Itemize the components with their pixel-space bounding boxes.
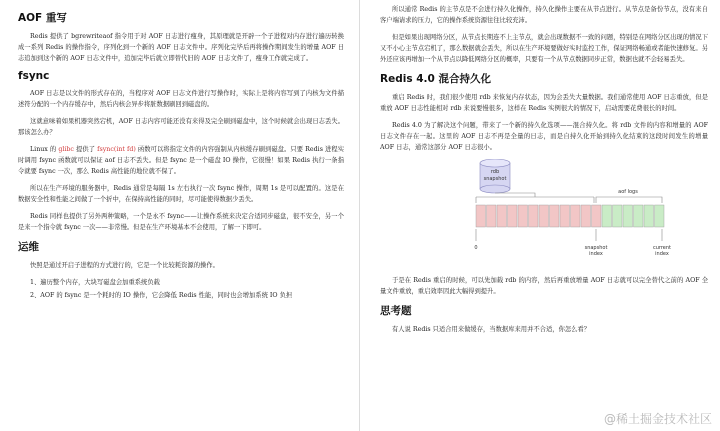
rdb-label: rdb — [490, 169, 500, 175]
ops-heading: 运维 — [18, 241, 39, 253]
log-cell — [508, 205, 518, 227]
log-cell — [539, 205, 549, 227]
figure-svg — [380, 159, 708, 267]
hybrid-persistence-heading: Redis 4.0 混合持久化 — [380, 73, 491, 85]
rdb-brace — [476, 193, 594, 203]
log-cell — [518, 205, 528, 227]
log-cell — [655, 205, 665, 227]
paragraph: Redis 同样也提供了另外两种策略，一个是永不 fsync——让操作系统来决定合适同步磁盘，很不安全，另一个是来一个指令就 fsync 一次——非常慢。但是在生产环境基本不会使用，了解一下即可。 — [18, 213, 344, 231]
log-cell — [592, 205, 602, 227]
current-index-label: current — [652, 245, 672, 251]
zero-label: 0 — [474, 245, 478, 251]
paragraph: Linux 的 glibc 提供了 fsync(int fd) 函数可以将指定文件的内容强制从内核缓存刷到磁盘。只要 Redis 进程实时调用 fsync 函数就可以保证 aof 日志不丢失。但是 fsync 是一个磁盘 IO 操作，它很慢！如果 Redis 执行一条指令就要 fsync 一次，那么 Redis 高性能的地位就不保了。 — [18, 146, 344, 175]
log-cell — [550, 205, 560, 227]
log-cell — [623, 205, 633, 227]
paragraph: AOF 日志是以文件的形式存在的，当程序对 AOF 日志文件进行写操作时，实际上是将内容写到了内核为文件描述符分配的一个内存缓存中，然后内核会异步将脏数据刷回到磁盘的。 — [18, 90, 344, 108]
list-item: 2、AOF 的 fsync 是一个耗时的 IO 操作，它会降低 Redis 性能，同时也会增加系统 IO 负担 — [30, 292, 293, 299]
paragraph: 这就意味着如果机器突然宕机，AOF 日志内容可能还没有来得及完全刷到磁盘中，这个时候就会出现日志丢失。那该怎么办？ — [18, 118, 344, 136]
log-cell — [487, 205, 497, 227]
paragraph: 所以在生产环境的服务器中，Redis 通常是每隔 1s 左右执行一次 fsync 操作，周期 1s 是可以配置的。这是在数据安全性和性能之间做了一个折中，在保持高性能的同时，尽可能使得数据少丢失。 — [18, 185, 344, 203]
log-cell — [613, 205, 623, 227]
paragraph: Redis 4.0 为了解决这个问题，带来了一个新的持久化选项——混合持久化。将 rdb 文件的内容和增量的 AOF 日志文件存在一起。这里的 AOF 日志不再是全量的日志，而是自持久化开始到持久化结束的这段时间发生的增量 AOF 日志，通常这部分 AOF 日志很小。 — [380, 122, 708, 151]
paragraph: 有人说 Redis 只适合用来做缓存，当数据库来用并不合适，你怎么看？ — [392, 326, 591, 333]
log-cell — [529, 205, 539, 227]
rdb-label-line2: snapshot — [483, 176, 507, 182]
log-cell — [581, 205, 591, 227]
aof-rewrite-heading: AOF 重写 — [18, 12, 67, 24]
left-column — [0, 0, 358, 431]
glibc-link[interactable]: glibc — [58, 146, 74, 153]
aof-logs-label: aof logs — [618, 189, 638, 195]
log-cell — [497, 205, 507, 227]
think-heading: 思考题 — [380, 305, 412, 317]
watermark: @稀土掘金技术社区 — [603, 412, 712, 426]
paragraph: 但是如果出现网络分区，从节点长期连不上主节点，就会出现数据不一致的问题，特别是在网络分区出现的情况下又不小心主节点宕机了，那么数据就会丢失，所以在生产环境要做好实时监控工作，保证网络畅通或者能快速修复。另外还应该再增加一个从节点以降低网络分区的概率，只要有一个从节点数据同步正常，数据也就不会轻易丢失。 — [380, 34, 708, 63]
log-cell — [560, 205, 570, 227]
rdb-drum — [480, 159, 510, 193]
aof-brace — [596, 197, 662, 203]
right-column — [362, 0, 720, 431]
paragraph: 重启 Redis 时，我们很少使用 rdb 来恢复内存状态，因为会丢失大量数据。我们通常使用 AOF 日志重放，但是重放 AOF 日志性能相对 rdb 来说要慢很多，这样在 Redis 实例很大的情况下，启动需要花费很长的时间。 — [380, 94, 708, 112]
log-cell — [644, 205, 654, 227]
log-cell — [634, 205, 644, 227]
list-item: 1、遍历整个内存，大块写磁盘会加重系统负载 — [30, 279, 160, 286]
fsync-heading: fsync — [18, 70, 50, 82]
hybrid-persistence-figure — [380, 159, 708, 267]
paragraph: 所以通常 Redis 的主节点是不会进行持久化操作，持久化操作主要在从节点进行。从节点是备份节点，没有来自客户端请求的压力，它的操作系统资源往往比较充沛。 — [380, 6, 708, 24]
column-divider — [359, 0, 360, 431]
paragraph: 快照是通过开启子进程的方式进行的，它是一个比较耗资源的操作。 — [30, 262, 219, 269]
paragraph: 于是在 Redis 重启的时候，可以先加载 rdb 的内容，然后再重放增量 AOF 日志就可以完全替代之前的 AOF 全量文件重放，重启效率因此大幅得到提升。 — [380, 277, 708, 295]
snapshot-index-label-line2: index — [589, 251, 603, 257]
log-cell — [476, 205, 486, 227]
fsync-func-link[interactable]: fsync(int fd) — [97, 146, 136, 153]
log-cells — [476, 205, 664, 227]
paragraph: Redis 提供了 bgrewriteaof 指令用于对 AOF 日志进行瘦身，其原理就是开辟一个子进程对内存进行遍历转换成一系列 Redis 的操作指令，序列化到一个新的 AOF 日志文件中。序列化完毕后再将操作期间发生的增量 AOF 日志追加到这个新的 AOF 日志文件中，追加完毕后就立即替代旧的 AOF 日志文件了，瘦身工作就完成了。 — [18, 33, 344, 62]
log-cell — [602, 205, 612, 227]
current-index-label-line2: index — [655, 251, 669, 257]
log-cell — [571, 205, 581, 227]
snapshot-index-label: snapshot — [584, 245, 608, 251]
